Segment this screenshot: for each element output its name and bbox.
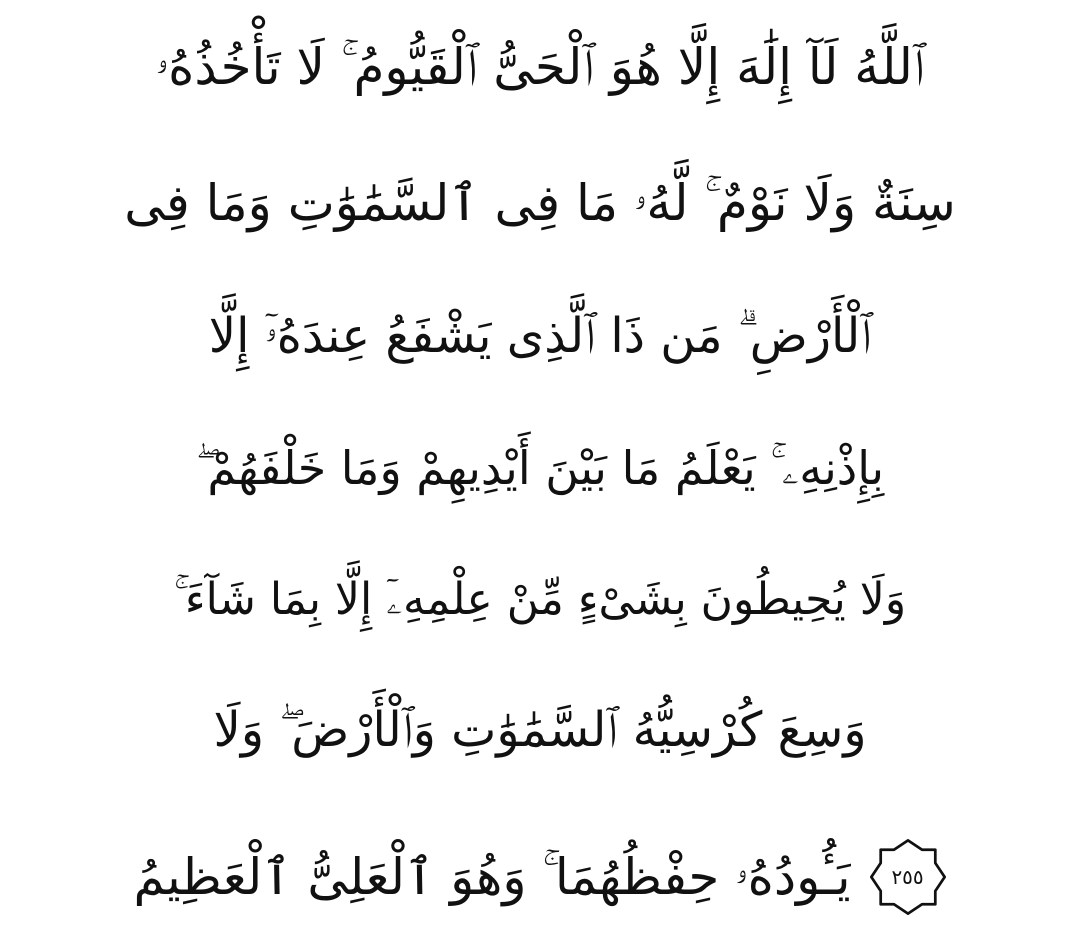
- ayat-al-kursi-verse: [34, 40, 1046, 916]
- ayah-line-3: ٱلْأَرْضِ ۗ مَن ذَا ٱلَّذِى يَشْفَعُ عِندَهُۥٓ إِلَّا: [208, 308, 872, 365]
- ayah-number: ٢٥٥: [891, 864, 924, 889]
- ayah-line-7-row: [34, 838, 1046, 916]
- ayah-line-5: وَلَا يُحِيطُونَ بِشَىْءٍ مِّنْ عِلْمِهِۦٓ إِلَّا بِمَا شَآءَ ۚ: [173, 573, 907, 625]
- ayah-line-4: بِإِذْنِهِۦ ۚ يَعْلَمُ مَا بَيْنَ أَيْدِيهِمْ وَمَا خَلْفَهُمْ ۖ: [195, 441, 885, 496]
- ayah-line-1: ٱللَّهُ لَآ إِلَٰهَ إِلَّا هُوَ ٱلْحَىُّ ٱلْقَيُّومُ ۚ لَا تَأْخُذُهُۥ: [155, 38, 925, 96]
- ayah-line-6: وَسِعَ كُرْسِيُّهُ ٱلسَّمَٰوَٰتِ وَٱلْأَرْضَ ۖ وَلَا: [213, 701, 867, 758]
- ayah-end-marker: [869, 838, 947, 916]
- ayah-line-2: سِنَةٌ وَلَا نَوْمٌ ۚ لَّهُۥ مَا فِى ٱلسَّمَٰوَٰتِ وَمَا فِى: [124, 173, 956, 232]
- ayah-line-7: يَـُٔودُهُۥ حِفْظُهُمَا ۚ وَهُوَ ٱلْعَلِىُّ ٱلْعَظِيمُ: [133, 847, 851, 906]
